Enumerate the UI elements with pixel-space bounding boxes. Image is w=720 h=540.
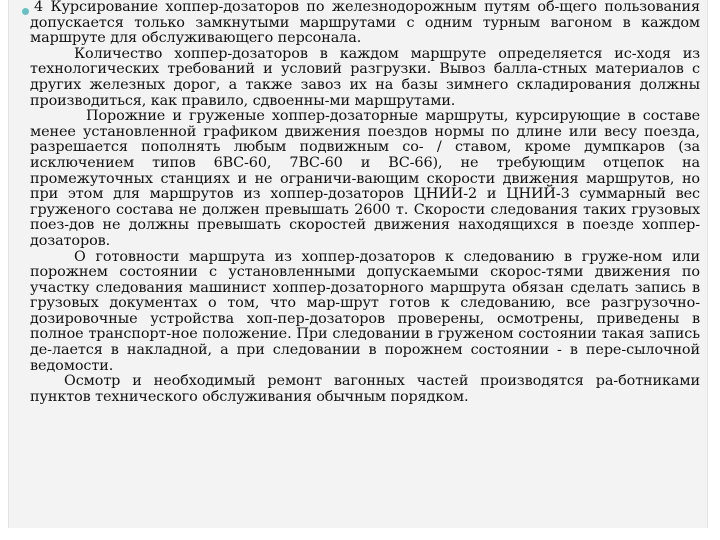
document-body (30, 0, 700, 405)
bullet-icon (22, 8, 29, 15)
paragraph-2: Количество хоппер-дозаторов в каждом маршруте определяется ис-ходя из технологических требований и условий разгрузки. Вывоз балла-стных материалов с других железных дорог, а также завоз их на базы зимнего складирования должны производиться, как правило, сдвоенны-ми маршрутами. (30, 45, 700, 109)
paragraph-5: Осмотр и необходимый ремонт вагонных частей производятся ра-ботниками пунктов технического обслуживания обычным порядком. (30, 373, 700, 405)
paragraph-4: О готовности маршрута из хоппер-дозаторов к следованию в груже-ном или порожнем состоянии с установленными допускаемыми скорос-тями движения по участку следования машинист хоппер-дозаторного маршрута обязан сделать запись в грузовых документах о том, что мар-шрут готов к следованию, все разгрузочно-дозировочные устройства хоп-пер-дозаторов проверены, осмотрены, приведены в полное транспорт-ное положение. При следовании в груженом состоянии такая запись де-лается в накладной, а при следовании в порожнем состоянии - в пере-сылочной ведомости. (30, 248, 700, 374)
paragraph-1: 4 Курсирование хоппер-дозаторов по железнодорожным путям об-щего пользования допускается только замкнутыми маршрутами с одним турным вагоном в каждом маршруте для обслуживающего персонала. (30, 0, 700, 47)
paragraph-3: Порожние и груженые хоппер-дозаторные маршруты, курсирующие в составе менее установленной графиком движения поездов нормы по длине или весу поезда, разрешается пополнять любым подвижным со- / ставом, кроме думпкаров (за исключением типов 6ВС-60, 7ВС-60 и ВС-66), не требующим отцепок на промежуточных станциях и не ограничи-вающим скорости движения маршрутов, но при этом для маршрутов из хоппер-дозаторов ЦНИИ-2 и ЦНИЙ-3 суммарный вес груженого состава не должен превышать 2600 т. Скорости следования таких грузовых поез-дов не должны превышать скоростей движения находящихся в поезде хоппер-дозаторов. (30, 108, 700, 249)
